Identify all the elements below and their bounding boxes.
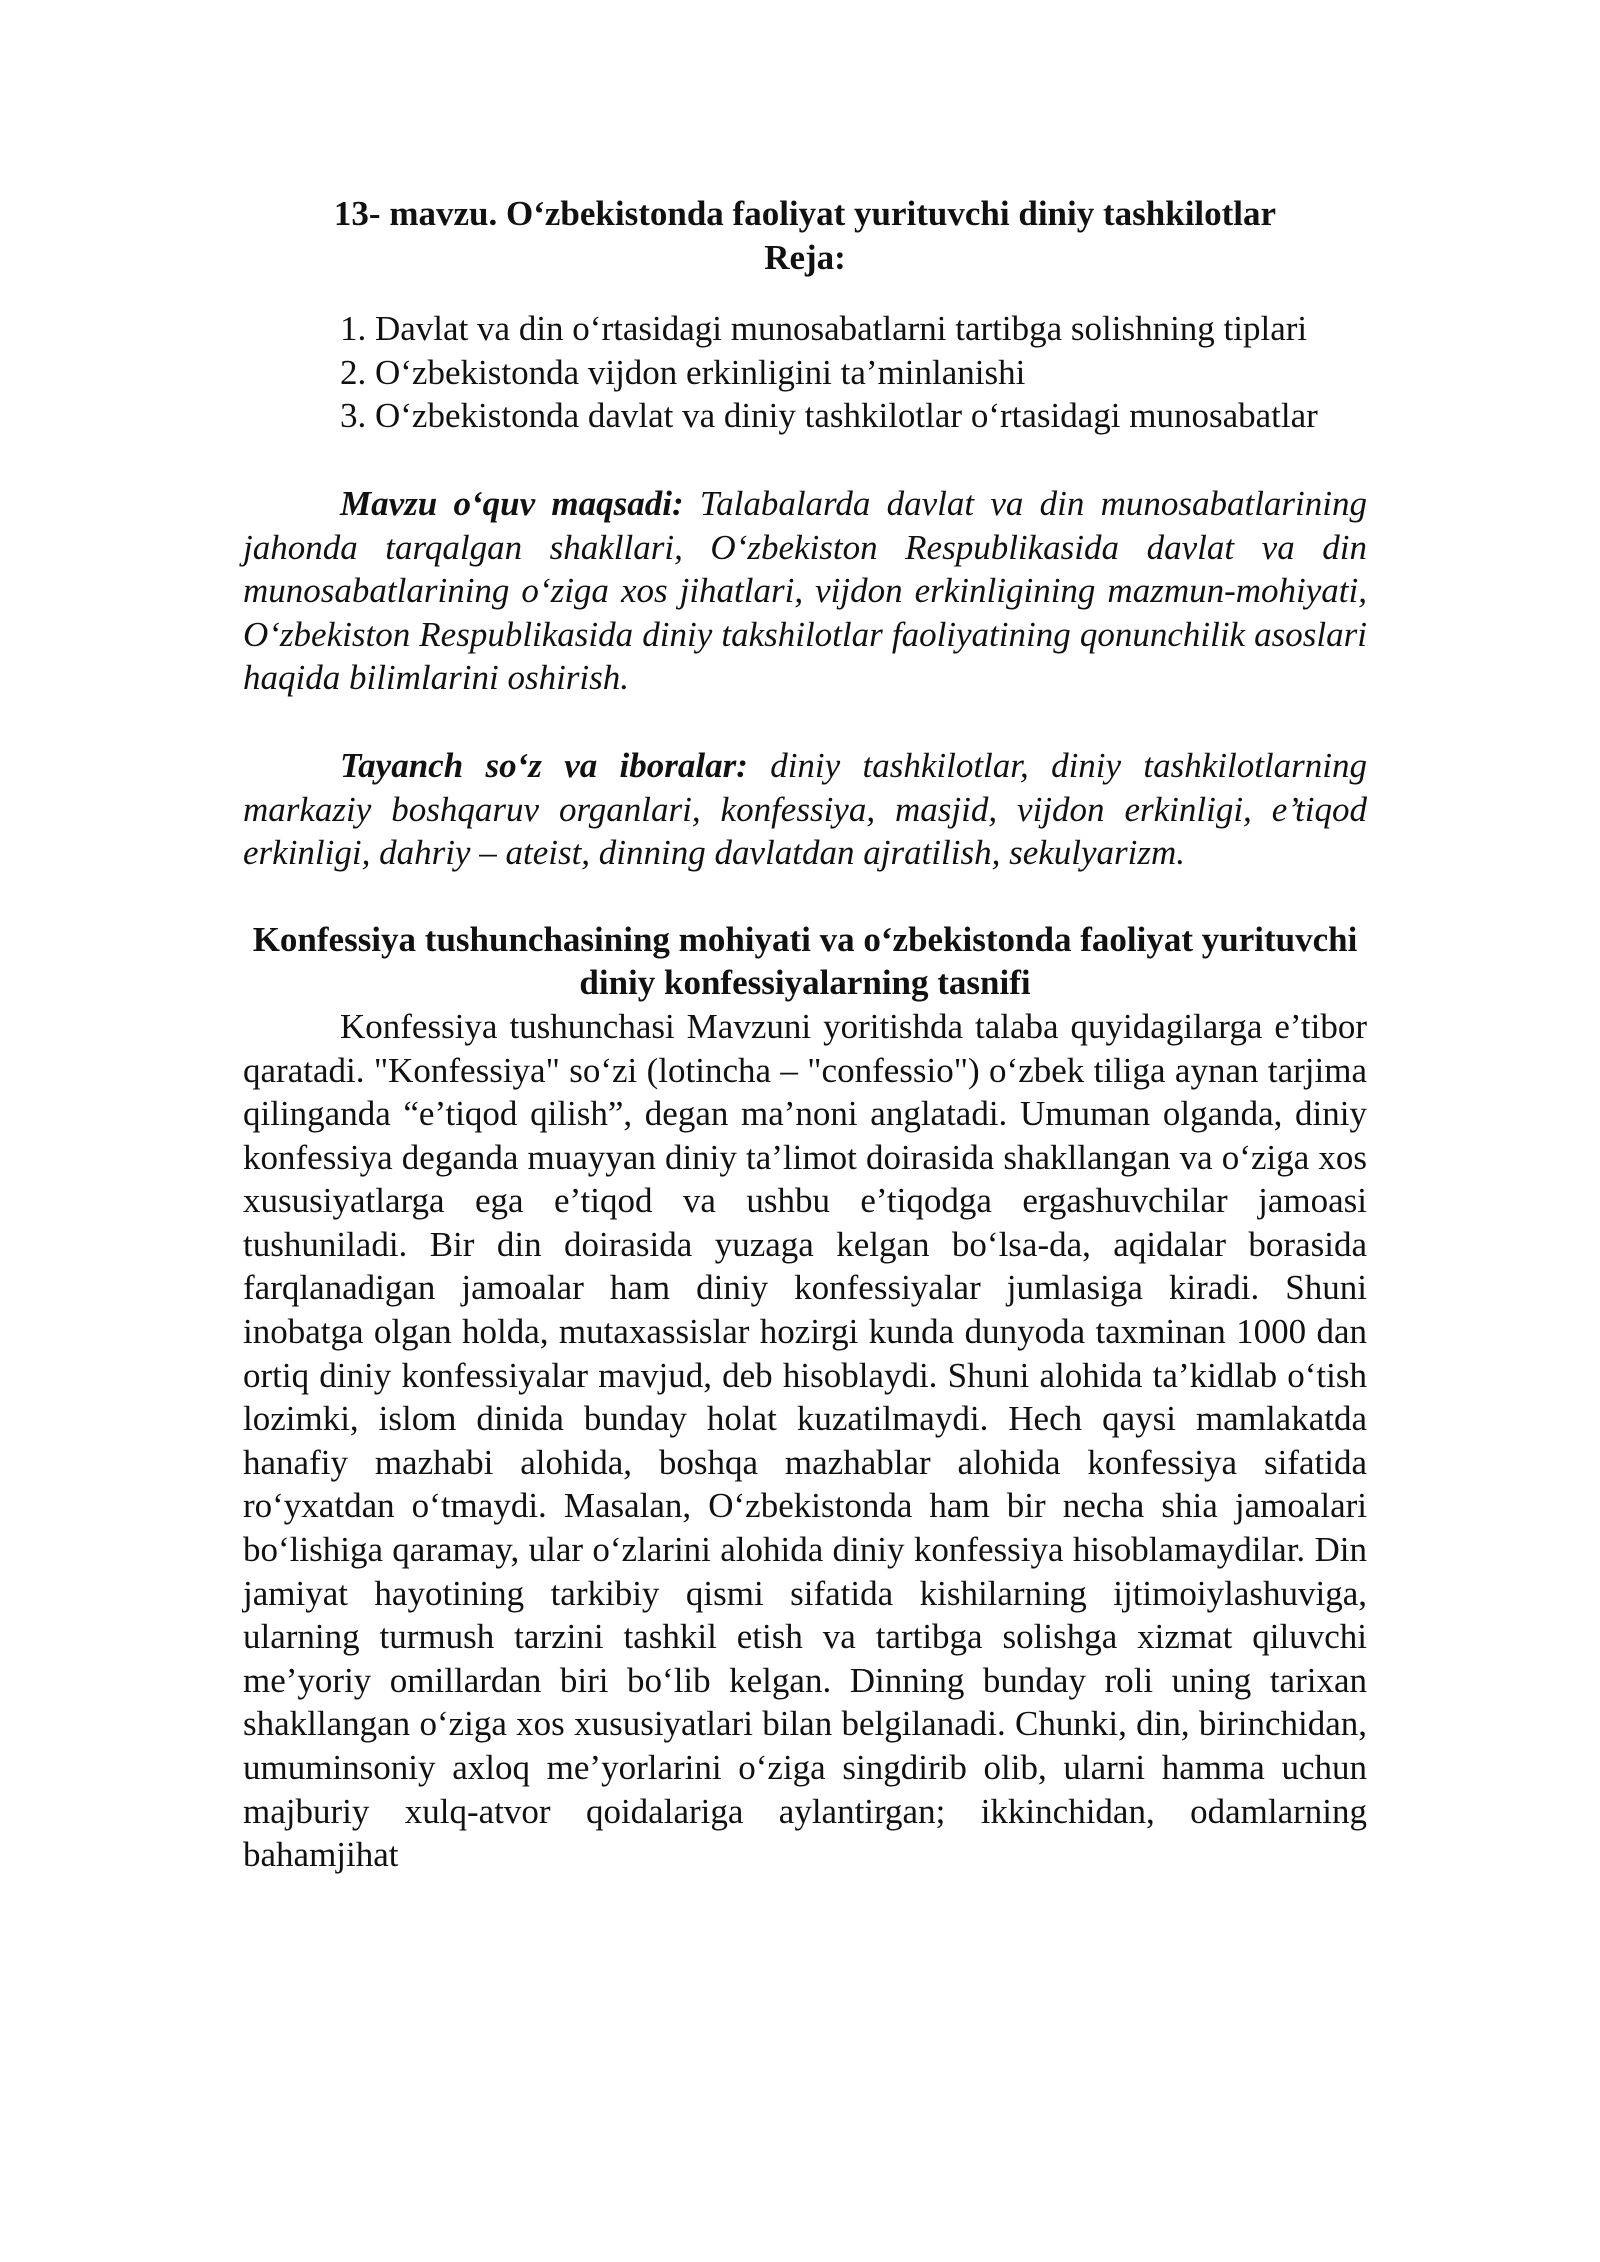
plan-item-number: 1. [340, 309, 367, 349]
spacer [243, 875, 1367, 918]
keywords-text: diniy tashkilotlar, diniy tashkilotlarning markaziy boshqaruv organlari, konfessiya, masjid, vijdon erkinligi, e’tiqod erkinligi, dahriy – ateist, dinning davlatdan ajratilish, sekulyarizm. [243, 745, 1367, 873]
learning-goal-paragraph [243, 482, 1367, 700]
plan-heading: Reja: [764, 237, 846, 277]
keywords-label: Tayanch so‘z va iboralar: [340, 745, 748, 785]
document-title: 13- mavzu. O‘zbekistonda faoliyat yurituvchi diniy tashkilotlar [333, 194, 1277, 233]
plan-item [243, 307, 1367, 351]
body-paragraph: Konfessiya tushunchasi Mavzuni yoritishda talaba quyidagilarga e’tibor qaratadi. "Konfessiya" so‘zi (lotincha – "confessio") o‘zbek tiliga aynan tarjima qilinganda “e’tiqod qilish”, degan ma’noni anglatadi. Umuman olganda, diniy konfessiya deganda muayyan diniy ta’limot doirasida shakllangan va o‘ziga xos xususiyatlarga ega e’tiqod va ushbu e’tiqodga ergashuvchilar jamoasi tushuniladi. Bir din doirasida yuzaga kelgan bo‘lsa-da, aqidalar borasida farqlanadigan jamoalar ham diniy konfessiyalar jumlasiga kiradi. Shuni inobatga olgan holda, mutaxassislar hozirgi kunda dunyoda taxminan 1000 dan ortiq diniy konfessiyalar mavjud, deb hisoblaydi. Shuni alohida ta’kidlab o‘tish lozimki, islom dinida bunday holat kuzatilmaydi. Hech qaysi mamlakatda hanafiy mazhabi alohida, boshqa mazhablar alohida konfessiya sifatida ro‘yxatdan o‘tmaydi. Masalan, O‘zbekistonda ham bir necha shia jamoalari bo‘lishiga qaramay, ular o‘zlarini alohida diniy konfessiya hisoblamaydilar. Din jamiyat hayotining tarkibiy qismi sifatida kishilarning ijtimoiylashuviga, ularning turmush tarzini tashkil etish va tartibga solishga xizmat qiluvchi me’yoriy omillardan biri bo‘lib kelgan. Dinning bunday roli uning tarixan shakllangan o‘ziga xos xususiyatlari bilan belgilanadi. Chunki, din, birinchidan, umuminsoniy axloq me’yorlarini o‘ziga singdirib olib, ularni hamma uchun majburiy xulq-atvor qoidalariga aylantirgan; ikkinchidan, odamlarning bahamjihat [243, 1006, 1367, 1875]
document-page [243, 192, 1367, 1877]
plan-item-number: 2. [340, 352, 367, 392]
plan-item-number: 3. [340, 396, 367, 436]
plan-item [243, 394, 1367, 438]
keywords-paragraph [243, 744, 1367, 875]
plan-item-text: O‘zbekistonda davlat va diniy tashkilotlar o‘rtasidagi munosabatlar [375, 396, 1318, 436]
spacer [243, 438, 1367, 482]
section-heading: Konfessiya tushunchasining mohiyati va o‘zbekistonda faoliyat yurituvchi diniy konfessiyalarning tasnifi [252, 919, 1358, 1003]
plan-item-text: O‘zbekistonda vijdon erkinligini ta’minlanishi [375, 352, 1026, 392]
plan-item-text: Davlat va din o‘rtasidagi munosabatlarni tartibga solishning tiplari [375, 309, 1308, 349]
spacer [243, 700, 1367, 744]
learning-goal-label: Mavzu o‘quv maqsadi: [340, 483, 684, 523]
learning-goal-text: Talabalarda davlat va din munosabatlarining jahonda tarqalgan shakllari, O‘zbekiston Respublikasida davlat va din munosabatlarining o‘ziga xos jihatlari, vijdon erkinligining mazmun-mohiyati, O‘zbekiston Respublikasida diniy takshilotlar faoliyatining qonunchilik asoslari haqida bilimlarini oshirish. [243, 483, 1368, 698]
plan-item [243, 351, 1367, 395]
